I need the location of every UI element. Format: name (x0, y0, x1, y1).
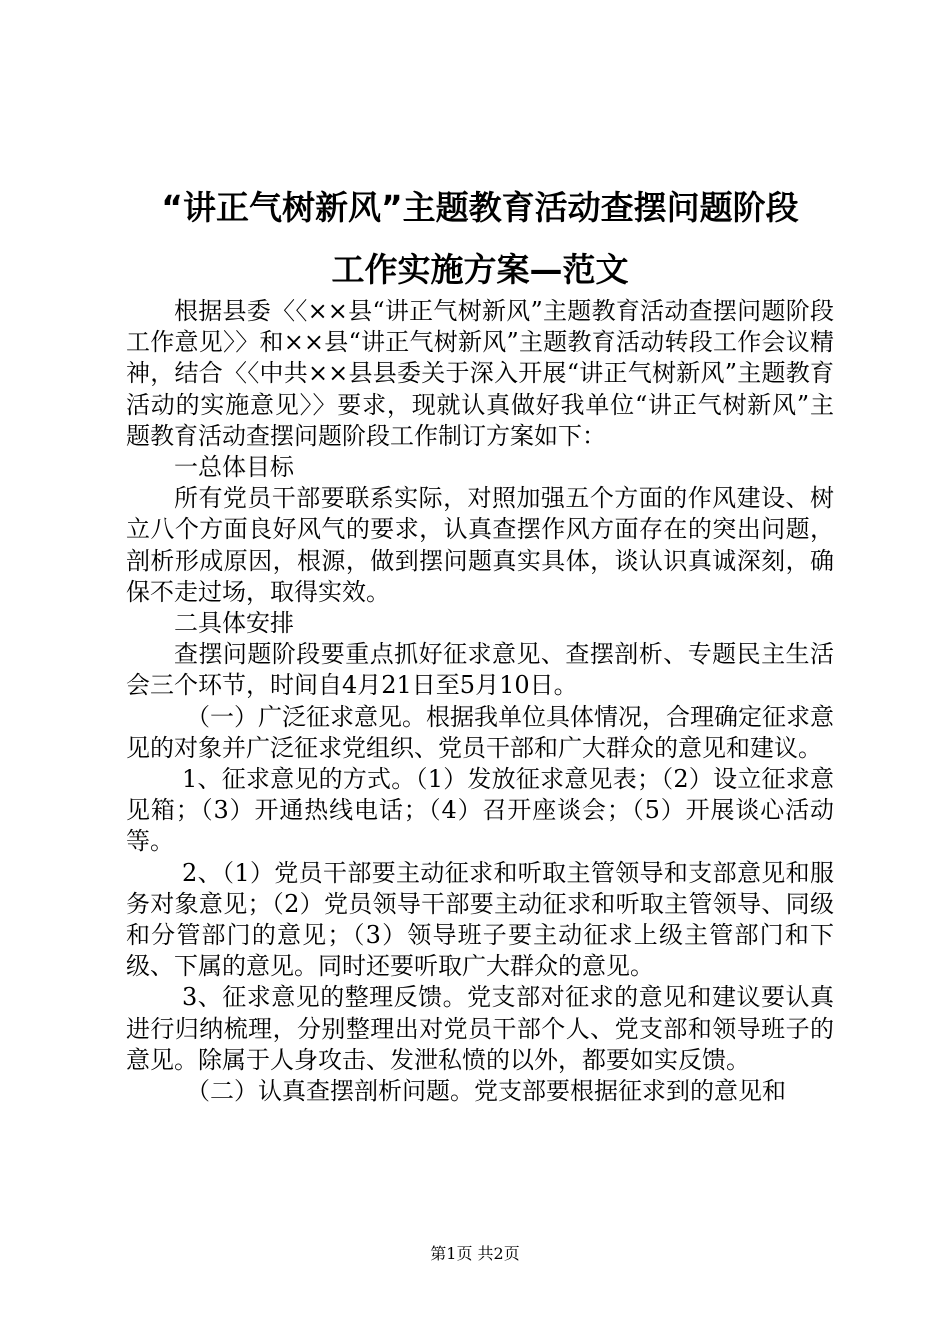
paragraph-item-2: 2、（1）党员干部要主动征求和听取主管领导和支部意见和服务对象意见；（2）党员领导干部要主动征求和听取主管领导、同级和分管部门的意见；（3）领导班子要主动征求上级主管部门和下级、下属的意见。同时还要听取广大群众的意见。 (126, 858, 834, 981)
document-title-line-1: “讲正气树新风”主题教育活动查摆问题阶段 (161, 188, 799, 227)
paragraph-item-1: 1、征求意见的方式。（1）发放征求意见表；（2）设立征求意见箱；（3）开通热线电话；（4）召开座谈会；（5）开展谈心活动等。 (126, 765, 834, 856)
paragraph-arrangement: 查摆问题阶段要重点抓好征求意见、查摆剖析、专题民主生活会三个环节，时间自4月21日至5月10日。 (126, 640, 834, 700)
paragraph-section-1: （一）广泛征求意见。根据我单位具体情况，合理确定征求意见的对象并广泛征求党组织、党员干部和广大群众的意见和建议。 (126, 702, 834, 762)
heading-overall-goal: 一总体目标 (174, 453, 294, 482)
paragraph-intro: 根据县委〈〈××县“讲正气树新风”主题教育活动查摆问题阶段工作意见〉〉和××县“讲正气树新风”主题教育活动转段工作会议精神，结合〈〈中共××县县委关于深入开展“讲正气树新风”主题教育活动的实施意见〉〉要求，现就认真做好我单位“讲正气树新风”主题教育活动查摆问题阶段工作制订方案如下： (126, 297, 834, 450)
document-title-line-2: 工作实施方案—范文 (331, 250, 629, 289)
page-footer: 第1页 共2页 (430, 1244, 520, 1263)
document-body (126, 296, 834, 1107)
heading-specific-arrangement: 二具体安排 (174, 609, 294, 638)
paragraph-section-2: （二）认真查摆剖析问题。党支部要根据征求到的意见和 (186, 1077, 786, 1106)
paragraph-item-3: 3、征求意见的整理反馈。党支部对征求的意见和建议要认真进行归纳梳理，分别整理出对党员干部个人、党支部和领导班子的意见。除属于人身攻击、发泄私愤的以外，都要如实反馈。 (126, 983, 834, 1074)
paragraph-overall-goal: 所有党员干部要联系实际，对照加强五个方面的作风建设、树立八个方面良好风气的要求，认真查摆作风方面存在的突出问题，剖析形成原因，根源，做到摆问题真实具体，谈认识真诚深刻，确保不走过场，取得实效。 (126, 484, 834, 606)
